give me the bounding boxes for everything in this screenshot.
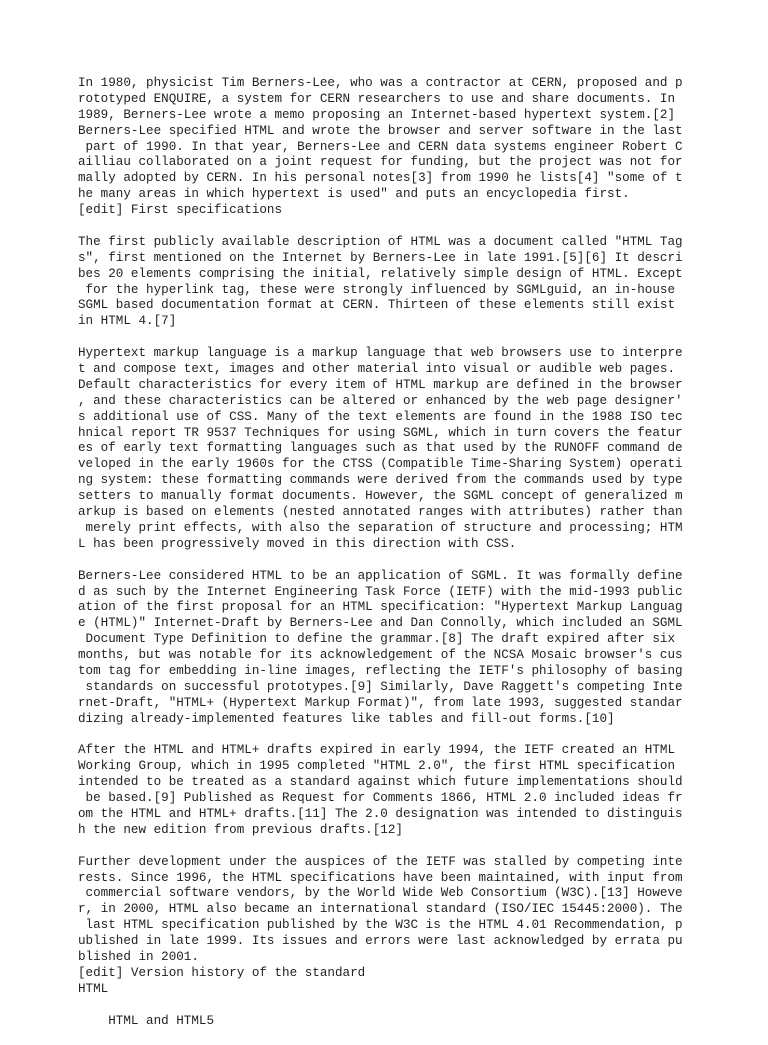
text-line: ation of the first proposal for an HTML specification: "Hypertext Markup Languag — [78, 600, 683, 615]
text-line: part of 1990. In that year, Berners-Lee and CERN data systems engineer Robert C — [78, 139, 683, 154]
text-line: SGML based documentation format at CERN. Thirteen of these elements still exist — [78, 298, 676, 313]
paragraph-sgml-application — [78, 569, 758, 728]
text-line: h the new edition from previous drafts.[12] — [78, 822, 403, 837]
text-line: for the hyperlink tag, these were strongly influenced by SGMLguid, an in-house — [78, 282, 676, 297]
paragraph-html-2 — [78, 743, 758, 838]
text-line: s", first mentioned on the Internet by Berners-Lee in late 1991.[5][6] It descri — [78, 250, 683, 265]
text-line: Berners-Lee considered HTML to be an application of SGML. It was formally define — [78, 568, 683, 583]
text-line: L has been progressively moved in this direction with CSS. — [78, 536, 517, 551]
document-page — [78, 76, 758, 1045]
text-line: ng system: these formatting commands were derived from the commands used by type — [78, 473, 683, 488]
text-line: ublished in late 1999. Its issues and errors were last acknowledged by errata pu — [78, 934, 683, 949]
text-line: HTML and HTML5 — [78, 1013, 215, 1028]
text-line: dizing already-implemented features like tables and fill-out forms.[10] — [78, 711, 615, 726]
text-line: intended to be treated as a standard against which future implementations should — [78, 775, 683, 790]
blank-line — [78, 998, 758, 1014]
text-line: tom tag for embedding in-line images, reflecting the IETF's philosophy of basing — [78, 663, 683, 678]
text-line: last HTML specification published by the W3C is the HTML 4.01 Recommendation, p — [78, 918, 683, 933]
text-line: d as such by the Internet Engineering Task Force (IETF) with the mid-1993 public — [78, 584, 683, 599]
paragraph-markup-language — [78, 346, 758, 553]
text-line: e (HTML)" Internet-Draft by Berners-Lee and Dan Connolly, which included an SGML — [78, 616, 683, 631]
text-line: HTML — [78, 981, 109, 996]
text-line: ailliau collaborated on a joint request for funding, but the project was not for — [78, 155, 683, 170]
text-line: merely print effects, with also the separation of structure and processing; HTM — [78, 520, 683, 535]
text-line: commercial software vendors, by the World Wide Web Consortium (W3C).[13] Howeve — [78, 886, 683, 901]
paragraph-enquire-history — [78, 76, 758, 219]
text-line: 1989, Berners-Lee wrote a memo proposing an Internet-based hypertext system.[2] — [78, 107, 676, 122]
text-line: mally adopted by CERN. In his personal notes[3] from 1990 he lists[4] "some of t — [78, 171, 683, 186]
text-line: Berners-Lee specified HTML and wrote the browser and server software in the last — [78, 123, 683, 138]
text-line: Hypertext markup language is a markup language that web browsers use to interpre — [78, 346, 683, 361]
text-line: be based.[9] Published as Request for Comments 1866, HTML 2.0 included ideas fr — [78, 791, 683, 806]
section-heading-version-history[interactable]: [edit] Version history of the standard — [78, 965, 366, 980]
text-line: rnet-Draft, "HTML+ (Hypertext Markup Format)", from late 1993, suggested standar — [78, 695, 683, 710]
text-line: es of early text formatting languages such as that used by the RUNOFF command de — [78, 441, 683, 456]
paragraph-further-development — [78, 855, 758, 1030]
text-line: After the HTML and HTML+ drafts expired in early 1994, the IETF created an HTML — [78, 743, 676, 758]
text-line: months, but was notable for its acknowledgement of the NCSA Mosaic browser's cus — [78, 648, 683, 663]
text-line: standards on successful prototypes.[9] Similarly, Dave Raggett's competing Inte — [78, 679, 683, 694]
text-line: arkup is based on elements (nested annotated ranges with attributes) rather than — [78, 505, 683, 520]
text-line: In 1980, physicist Tim Berners-Lee, who was a contractor at CERN, proposed and p — [78, 76, 683, 90]
text-line: he many areas in which hypertext is used" and puts an encyclopedia first. — [78, 187, 630, 202]
text-line: bes 20 elements comprising the initial, relatively simple design of HTML. Except — [78, 266, 683, 281]
text-line: hnical report TR 9537 Techniques for using SGML, which in turn covers the featur — [78, 425, 683, 440]
text-line: rototyped ENQUIRE, a system for CERN researchers to use and share documents. In — [78, 91, 676, 106]
text-line: Further development under the auspices of the IETF was stalled by competing inte — [78, 854, 683, 869]
text-line: Default characteristics for every item of HTML markup are defined in the browser — [78, 377, 683, 392]
text-line: r, in 2000, HTML also became an international standard (ISO/IEC 15445:2000). The — [78, 902, 683, 917]
text-line: , and these characteristics can be altered or enhanced by the web page designer' — [78, 393, 683, 408]
section-heading-first-specifications[interactable]: [edit] First specifications — [78, 203, 283, 218]
text-line: rests. Since 1996, the HTML specifications have been maintained, with input from — [78, 870, 683, 885]
paragraph-first-specifications — [78, 235, 758, 330]
text-line: Working Group, which in 1995 completed "HTML 2.0", the first HTML specification — [78, 759, 676, 774]
text-line: veloped in the early 1960s for the CTSS (Compatible Time-Sharing System) operati — [78, 457, 683, 472]
text-line: Document Type Definition to define the grammar.[8] The draft expired after six — [78, 632, 676, 647]
text-line: t and compose text, images and other material into visual or audible web pages. — [78, 362, 676, 377]
text-line: setters to manually format documents. However, the SGML concept of generalized m — [78, 489, 683, 504]
text-line: in HTML 4.[7] — [78, 314, 177, 329]
text-line: s additional use of CSS. Many of the text elements are found in the 1988 ISO tec — [78, 409, 683, 424]
text-line: blished in 2001. — [78, 949, 199, 964]
text-line: om the HTML and HTML+ drafts.[11] The 2.0 designation was intended to distinguis — [78, 806, 683, 821]
text-line: The first publicly available description of HTML was a document called "HTML Tag — [78, 234, 683, 249]
